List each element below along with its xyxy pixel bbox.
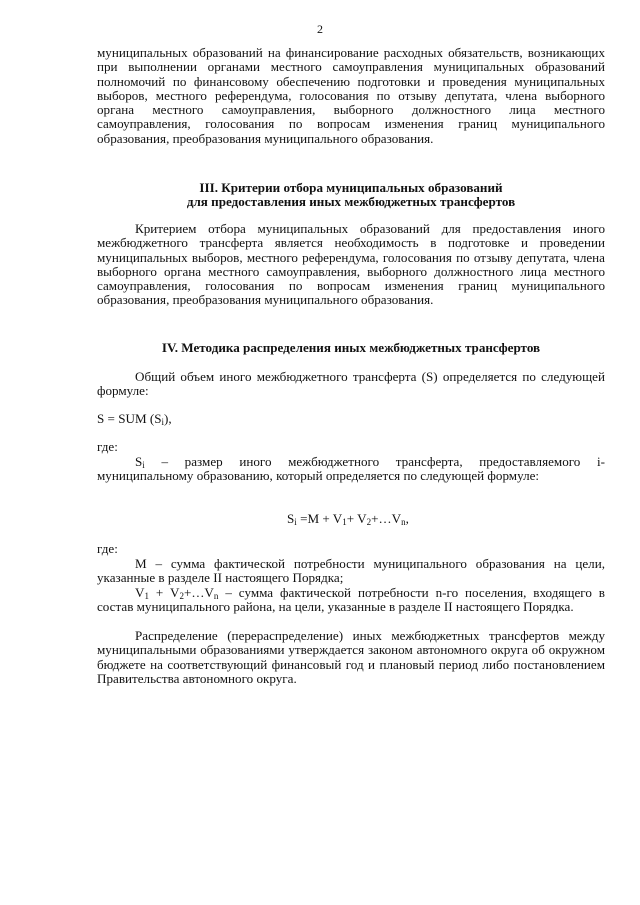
section-3-heading-line2: для предоставления иных межбюджетных трансфертов — [186, 194, 516, 210]
section-4-p1-block — [97, 370, 605, 399]
criteria-paragraph: Критерием отбора муниципальных образований для предоставления иного межбюджетного трансферта является необходимость в подготовке и проведении муниципальных выборов, местного референдума, голосования по отзыву депутата, члена выборного органа местного самоуправления, выборного должностного лица местного самоуправления, голосования по вопросам изменения границ муниципального образования, преобразования муниципального образования. — [97, 221, 605, 308]
formula-1: S = SUM $(S_i)$, — [97, 411, 172, 427]
section-3-heading-line1: III. Критерии отбора муниципальных образований — [199, 180, 503, 195]
section-3-body — [97, 222, 605, 308]
total-volume-paragraph: Общий объем иного межбюджетного трансферта (S) определяется по следующей формуле: — [97, 369, 605, 399]
intro-block — [97, 46, 605, 146]
si-definition: $S_i$ – размер иного межбюджетного трансферта, предоставляемого i-муниципальному образованию, который определяется по следующей формуле: — [97, 454, 605, 484]
m-definition: М – сумма фактической потребности муниципального образования на цели, указанные в разделе II настоящего Порядка; — [97, 556, 605, 586]
formula-2: $S_i =M + V_1+$ $V_2+\dots V_n$, — [287, 511, 409, 527]
distribution-block — [97, 629, 605, 686]
section-4-heading-block — [97, 341, 605, 355]
intro-paragraph: муниципальных образований на финансирование расходных обязательств, возникающих при выполнении органами местного самоуправления муниципальных образований полномочий по финансовому обеспечению подготовки и проведения муниципальных выборов, местного референдума, голосования по отзыву депутата, члена выборного органа местного самоуправления, выборного должностного лица местного самоуправления, голосования по вопросам изменения границ муниципального образования, преобразования муниципального образования. — [97, 45, 605, 146]
distribution-paragraph: Распределение (перераспределение) иных межбюджетных трансфертов между муниципальными образованиями утверждается законом автономного округа об окружном бюджете на соответствующий финансовый год и плановый период либо постановлением Правительства автономного округа. — [97, 628, 605, 686]
page-number: 2 — [317, 22, 323, 36]
section-3-heading — [97, 181, 605, 210]
section-4-heading: IV. Методика распределения иных межбюджетных трансфертов — [161, 340, 541, 355]
where-1: где: — [97, 439, 118, 454]
where-2: где: — [97, 541, 118, 556]
v-definition: $V_1$ + $V_2+\dots V_n$ – сумма фактической потребности n-го поселения, входящего в состав муниципального района, на цели, указанные в разделе II настоящего Порядка. — [97, 585, 605, 615]
